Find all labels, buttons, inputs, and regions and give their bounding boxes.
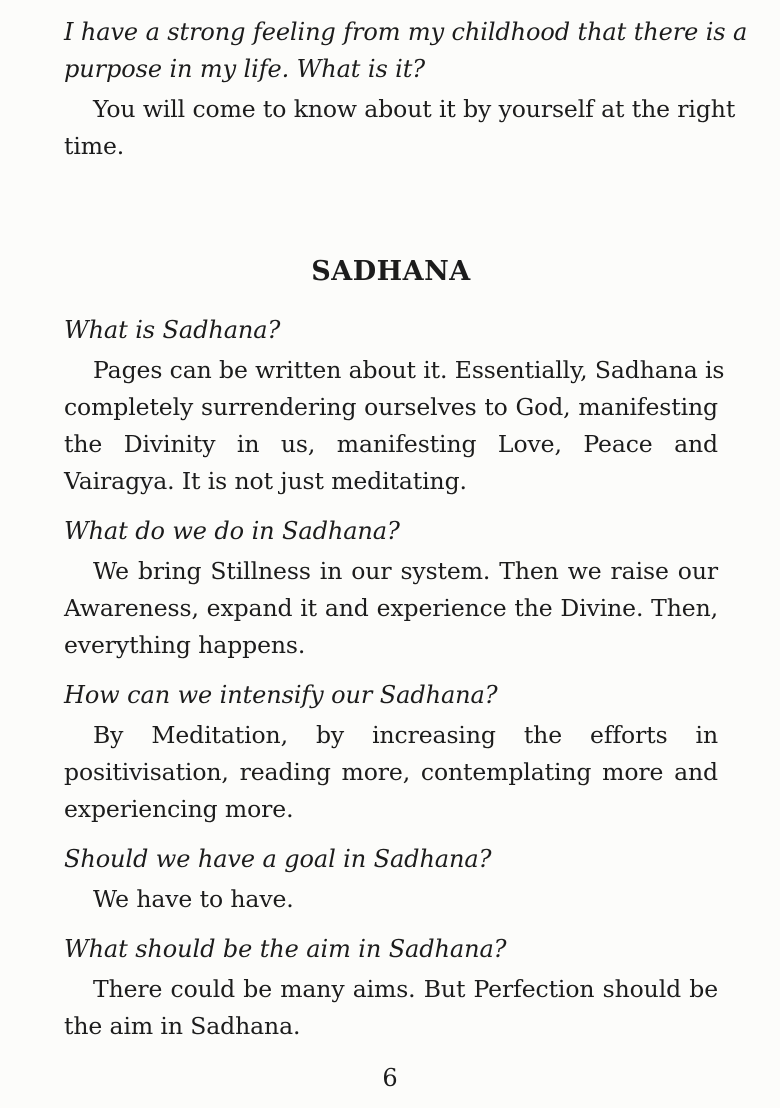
- page-number: 6: [382, 1064, 398, 1092]
- answer-paragraph: [64, 717, 718, 828]
- text-line: Should we have a goal in Sadhana?: [64, 845, 492, 873]
- question-paragraph: [64, 677, 718, 714]
- answer-paragraph: [64, 91, 736, 165]
- answer-paragraph: [64, 352, 725, 500]
- text-line: How can we intensify our Sadhana?: [64, 681, 498, 709]
- answer-paragraph: [64, 881, 718, 918]
- text-line: By Meditation, by increasing the efforts in: [93, 721, 718, 749]
- text-line: positivisation, reading more, contemplating more and: [64, 758, 718, 786]
- answer-paragraph: [64, 971, 718, 1045]
- answer-paragraph: [64, 553, 718, 664]
- text-line: the Divinity in us, manifesting Love, Peace and: [64, 430, 718, 458]
- text-line: everything happens.: [64, 631, 306, 659]
- question-paragraph: [64, 513, 718, 550]
- text-line: We have to have.: [93, 885, 294, 913]
- text-line: I have a strong feeling from my childhood that there is a: [64, 18, 748, 46]
- text-line: Pages can be written about it. Essentially, Sadhana is: [93, 356, 725, 384]
- text-line: We bring Stillness in our system. Then we raise our: [93, 557, 718, 585]
- text-line: You will come to know about it by yourself at the right: [93, 95, 736, 123]
- text-line: What should be the aim in Sadhana?: [64, 935, 507, 963]
- question-paragraph: [64, 931, 718, 968]
- text-line: What is Sadhana?: [64, 316, 281, 344]
- text-line: purpose in my life. What is it?: [64, 55, 426, 83]
- question-paragraph: [64, 14, 748, 88]
- text-line: What do we do in Sadhana?: [64, 517, 400, 545]
- question-paragraph: [64, 841, 718, 878]
- text-line: the aim in Sadhana.: [64, 1012, 301, 1040]
- text-line: time.: [64, 132, 125, 160]
- page-content: [64, 14, 748, 1045]
- text-line: completely surrendering ourselves to God, manifesting: [64, 393, 718, 421]
- question-paragraph: [64, 312, 718, 349]
- text-line: Vairagya. It is not just meditating.: [64, 467, 467, 495]
- text-line: There could be many aims. But Perfection should be: [93, 975, 718, 1003]
- section-heading: SADHANA: [311, 256, 471, 287]
- text-line: experiencing more.: [64, 795, 294, 823]
- text-line: Awareness, expand it and experience the Divine. Then,: [64, 594, 718, 622]
